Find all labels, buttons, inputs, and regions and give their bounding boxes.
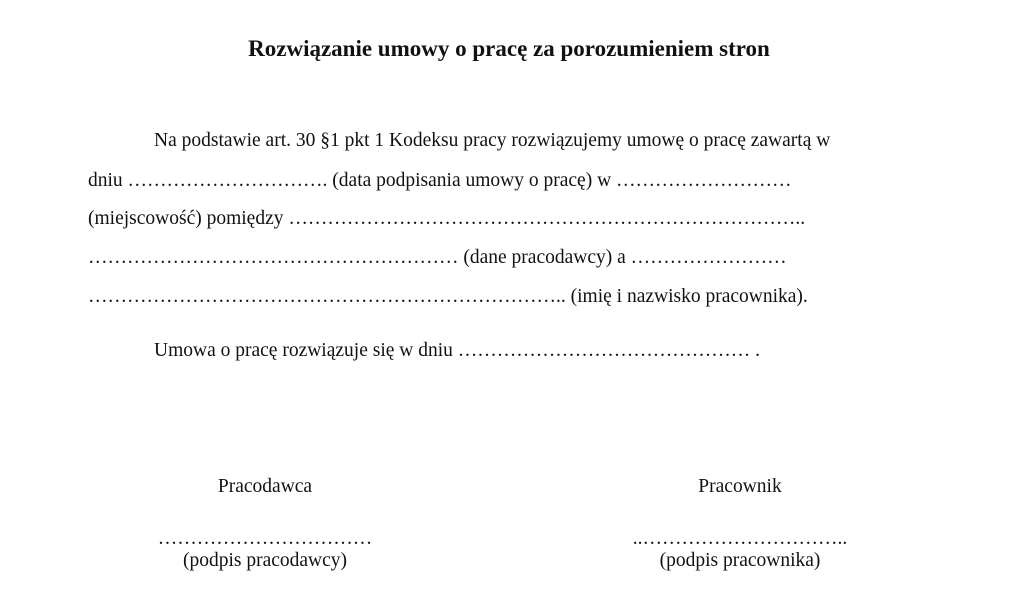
body-line-2: dniu …………………………. (data podpisania umowy o pracę) w ……………………… [88, 170, 792, 191]
employer-signature-block [140, 476, 390, 572]
employee-signature-block [610, 476, 870, 572]
document-title: Rozwiązanie umowy o pracę za porozumieniem stron [248, 36, 770, 61]
employee-signature-line: ..………………………….. [632, 528, 848, 549]
body-line-4: ………………………………………………… (dane pracodawcy) a …………………… [88, 247, 787, 268]
body-line-1: Na podstawie art. 30 §1 pkt 1 Kodeksu pracy rozwiązujemy umowę o pracę zawartą w [154, 130, 831, 151]
employer-signature-caption: (podpis pracodawcy) [182, 550, 348, 571]
body-line-3: (miejscowość) pomiędzy …………………………………………………………………….. [88, 208, 806, 229]
employer-signature-line: …………………………… [157, 528, 373, 549]
employee-signature-caption: (podpis pracownika) [659, 550, 821, 571]
body-line-5: ……………………………………………………………….. (imię i nazwisko pracownika). [88, 286, 808, 307]
employer-label: Pracodawca [217, 476, 313, 497]
body-line-termination-date: Umowa o pracę rozwiązuje się w dniu ……………………………………… . [154, 340, 761, 361]
employee-label: Pracownik [698, 476, 782, 497]
